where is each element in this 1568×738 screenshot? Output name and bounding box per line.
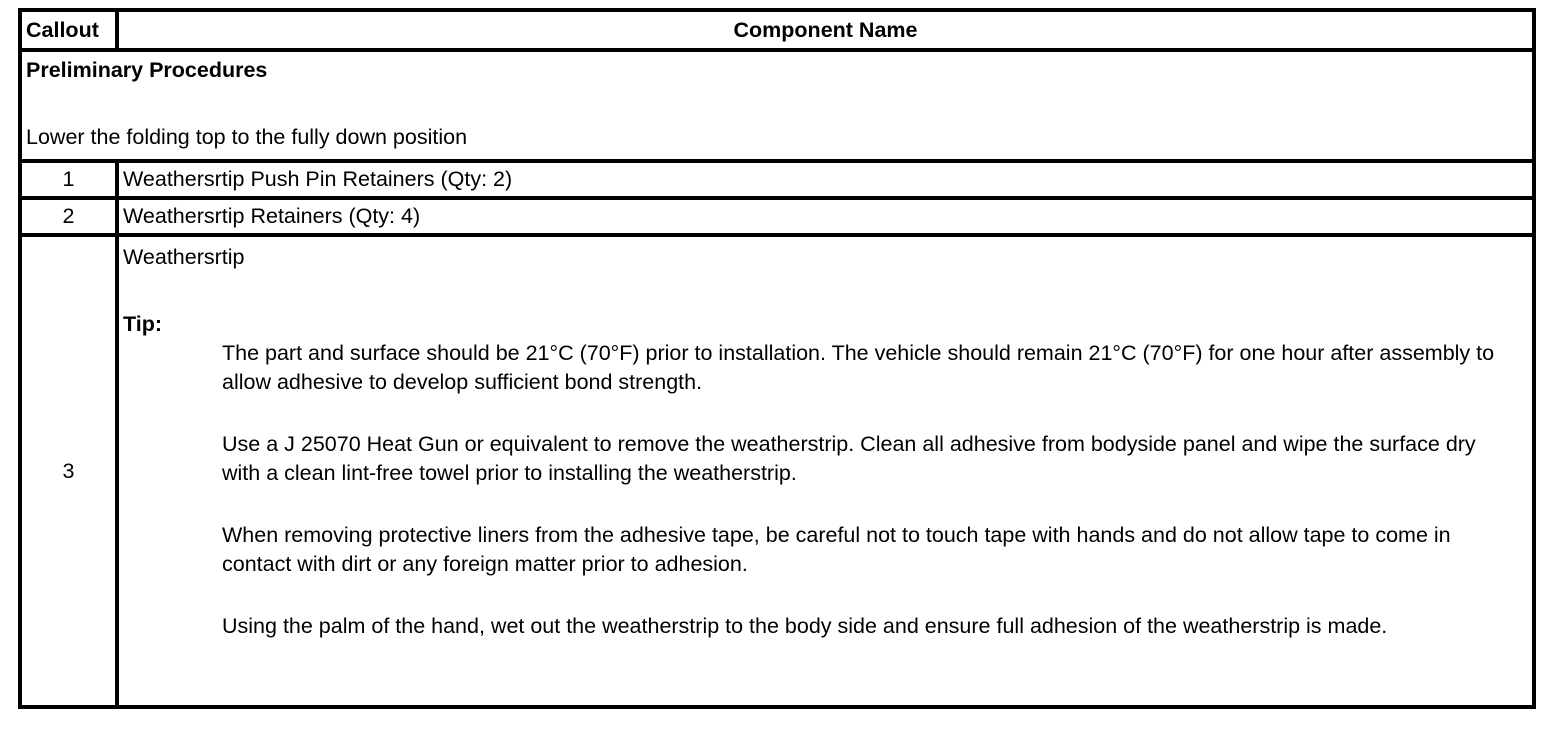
table-row [20,235,1534,707]
tip-paragraph: The part and surface should be 21°C (70°F) prior to installation. The vehicle should remain 21°C (70°F) for one hour after assembly to allow adhesive to develop sufficient bond strength. [222,341,1495,394]
component-detail-cell [117,235,1534,707]
component-name-column-header: Component Name [117,10,1534,50]
preliminary-procedures-text: Lower the folding top to the fully down position [26,125,468,149]
preliminary-procedures-cell [20,50,1534,161]
component-name: Weathersrtip Push Pin Retainers (Qty: 2) [117,161,1534,198]
tip-paragraph: When removing protective liners from the adhesive tape, be careful not to touch tape with hands and do not allow tape to come in contact with dirt or any foreign matter prior to adhesion. [222,523,1451,576]
component-name: Weathersrtip [123,245,245,269]
table-header-row [20,10,1534,50]
callout-column-header: Callout [20,10,117,50]
preliminary-procedures-title: Preliminary Procedures [26,58,268,82]
tip-paragraph: Using the palm of the hand, wet out the weatherstrip to the body side and ensure full adhesion of the weatherstrip is made. [222,614,1388,638]
callout-number: 2 [20,198,117,235]
tip-paragraph: Use a J 25070 Heat Gun or equivalent to remove the weatherstrip. Clean all adhesive from bodyside panel and wipe the surface dry with a clean lint-free towel prior to installing the weatherstrip. [222,432,1476,485]
component-name: Weathersrtip Retainers (Qty: 4) [117,198,1534,235]
table-row [20,198,1534,235]
preliminary-procedures-row [20,50,1534,161]
spacer [26,85,1528,123]
callout-number: 1 [20,161,117,198]
component-table [18,8,1536,709]
table-row [20,161,1534,198]
callout-number: 3 [20,235,117,707]
tip-label: Tip: [123,312,163,336]
